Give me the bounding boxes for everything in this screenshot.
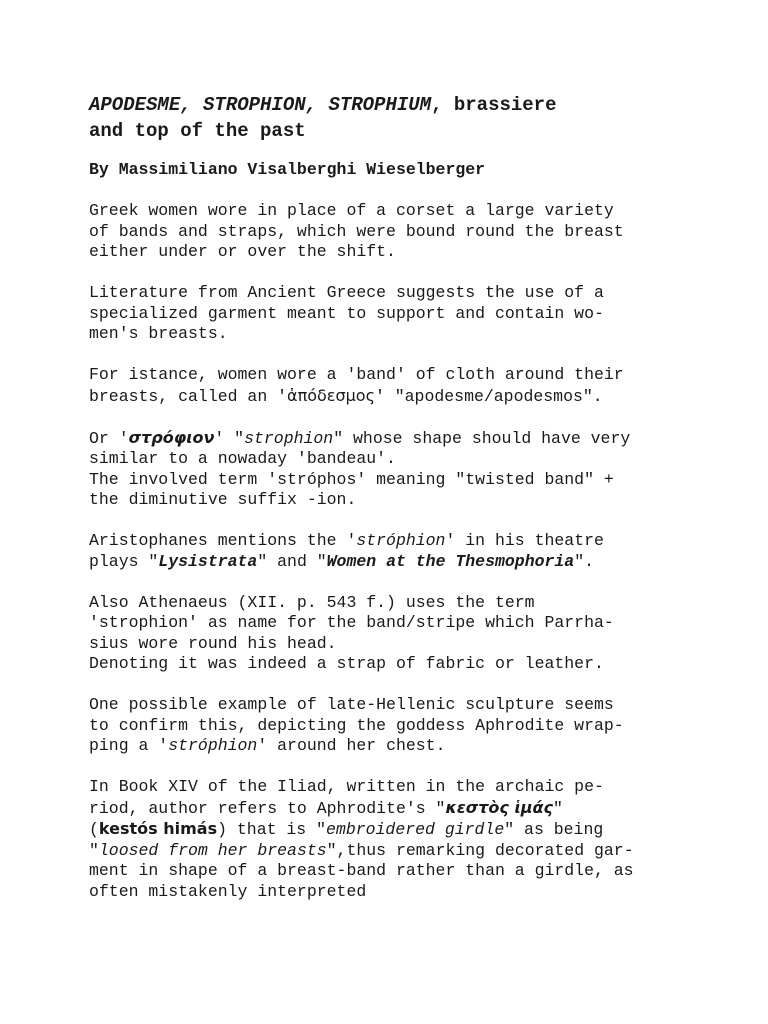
greek-term-kestos-himas: κεστὸς ἱμάς bbox=[445, 797, 553, 817]
paragraph-7 bbox=[89, 695, 689, 757]
document-page bbox=[89, 92, 689, 902]
text-line: men's breasts. bbox=[89, 324, 228, 343]
title-terms: APODESME, STROPHION, STROPHIUM bbox=[89, 94, 432, 116]
greek-term-apodesmos: ἀπόδεσμος bbox=[287, 385, 375, 405]
text-fragment: ",thus remarking decorated gar- bbox=[326, 840, 634, 860]
text-line: specialized garment meant to support and contain wo- bbox=[89, 303, 604, 323]
text-line: of bands and straps, which were bound round the breast bbox=[89, 221, 624, 241]
text-fragment: " as being bbox=[504, 820, 604, 839]
term-strophion: strophion bbox=[244, 428, 334, 448]
text-fragment: " bbox=[89, 840, 99, 860]
text-line: Also Athenaeus (XII. p. 543 f.) uses the term bbox=[89, 592, 535, 612]
term-strophion: stróphion bbox=[356, 531, 446, 550]
author-byline: By Massimiliano Visalberghi Wieselberger bbox=[89, 160, 486, 179]
term-strophion: stróphion bbox=[168, 736, 258, 755]
text-fragment: " and " bbox=[257, 551, 327, 571]
document-title bbox=[89, 92, 689, 144]
text-line: either under or over the shift. bbox=[89, 242, 396, 261]
text-line: ment in shape of a breast-band rather than a girdle, as bbox=[89, 861, 634, 880]
text-fragment: plays " bbox=[89, 551, 159, 571]
play-title-lysistrata: Lysistrata bbox=[158, 551, 258, 571]
text-line: In Book XIV of the Iliad, written in the archaic pe- bbox=[89, 777, 604, 796]
text-fragment: ( bbox=[89, 820, 99, 839]
text-fragment: ' in his theatre bbox=[445, 531, 604, 550]
text-line: One possible example of late-Hellenic sculpture seems bbox=[89, 695, 614, 714]
text-line: For istance, women wore a 'band' of cloth around their bbox=[89, 365, 624, 384]
text-fragment: ". bbox=[574, 551, 595, 571]
play-title-thesmophoria: Women at the Thesmophoria bbox=[326, 551, 575, 571]
paragraph-5 bbox=[89, 531, 689, 572]
text-fragment: breasts, called an ' bbox=[89, 386, 288, 406]
title-line-2: and top of the past bbox=[89, 120, 306, 142]
text-fragment: Aristophanes mentions the ' bbox=[89, 531, 357, 550]
term-embroidered-girdle: embroidered girdle bbox=[326, 820, 505, 839]
text-line: sius wore round his head. bbox=[89, 633, 337, 653]
paragraph-8 bbox=[89, 777, 689, 902]
text-fragment: " whose shape should have very bbox=[333, 428, 631, 448]
text-line: Literature from Ancient Greece suggests the use of a bbox=[89, 283, 604, 302]
text-line: Denoting it was indeed a strap of fabric or leather. bbox=[89, 654, 604, 673]
text-line: Greek women wore in place of a corset a large variety bbox=[89, 201, 614, 220]
text-fragment: ' around her chest. bbox=[257, 736, 446, 755]
text-fragment: " bbox=[552, 798, 563, 818]
text-fragment: ' " bbox=[214, 428, 245, 448]
text-fragment: riod, author refers to Aphrodite's " bbox=[89, 798, 446, 818]
text-fragment: ) that is " bbox=[217, 820, 327, 839]
title-rest: , brassiere bbox=[431, 94, 557, 116]
text-fragment: ' "apodesme/apodesmos". bbox=[374, 386, 603, 406]
text-line: similar to a nowaday 'bandeau'. bbox=[89, 449, 396, 468]
paragraph-2 bbox=[89, 283, 689, 345]
text-line: 'strophion' as name for the band/stripe which Parrha- bbox=[89, 613, 614, 632]
text-line: The involved term 'stróphos' meaning "twisted band" + bbox=[89, 469, 614, 489]
text-fragment: Or ' bbox=[89, 428, 129, 448]
paragraph-4 bbox=[89, 428, 689, 511]
text-fragment: ping a ' bbox=[89, 736, 169, 755]
paragraph-1 bbox=[89, 201, 689, 263]
text-line: to confirm this, depicting the goddess Aphrodite wrap- bbox=[89, 715, 624, 735]
text-line: the diminutive suffix -ion. bbox=[89, 490, 357, 509]
term-loosed-from-breasts: loosed from her breasts bbox=[98, 840, 327, 860]
transliteration-kestos-himas: kestós himás bbox=[98, 819, 218, 838]
paragraph-6 bbox=[89, 593, 689, 675]
paragraph-3 bbox=[89, 365, 689, 407]
greek-term-strophion: στρόφιον bbox=[128, 427, 215, 447]
text-line: often mistakenly interpreted bbox=[89, 881, 367, 901]
